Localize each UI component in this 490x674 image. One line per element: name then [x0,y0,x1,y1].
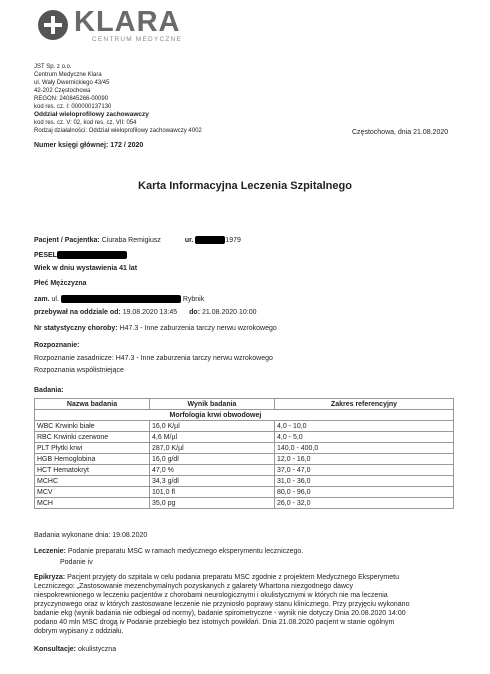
medical-cross-icon [38,10,68,40]
epicrisis-line: podano 40 mln MSC drogą iv Podanie przebiegło bez istotnych powikłań. Dnia 21.08.2020 pacjent w stanie ogólnym [34,619,395,626]
header-line: ul. Wały Dwernickiego 43/45 [34,80,110,86]
section-title: Morfologia krwi obwodowej [150,410,454,421]
epicrisis-line: Leczniczego: „Zastosowanie mezenchymalnych pozyskanych z galarety Whartona niezgodnego dawcy [34,583,354,590]
epicrisis-line: niespokrewnionego w leczeniu pacjentów z chorobami neurologicznymi i okulistycznymi w których nie ma leczenia [34,592,388,599]
test-name-cell: MCV [35,487,150,498]
stat-row [34,325,277,332]
test-name-cell: MCH [35,498,150,509]
test-result-cell: 287,0 K/µl [150,443,275,454]
pesel-row [34,251,127,259]
logo-name: KLARA [74,6,181,38]
test-result-cell: 16,0 K/µl [150,421,275,432]
diagnosis-label: Rozpoznanie: [34,342,80,349]
epicrisis [34,573,459,636]
stay-to: 21.08.2020 10:00 [201,309,257,316]
book-number: Numer księgi głównej: 172 / 2020 [34,142,144,149]
tests-body [35,421,454,509]
table-row [35,432,454,443]
address-city: Rybnik [182,295,205,303]
place-date: Częstochowa, dnia 21.08.2020 [352,129,449,136]
test-name-cell: MCHC [35,476,150,487]
test-name-cell: HCT Hematokryt [35,465,150,476]
address-label: zam. [34,295,50,303]
test-name-cell: WBC Krwinki białe [35,421,150,432]
tests-table [34,398,454,509]
test-result-cell: 4,6 M/µl [150,432,275,443]
epicrisis-label: Epikryza: [34,574,66,581]
test-range-cell: 31,0 - 36,0 [275,476,454,487]
stat-label: Nr statystyczny choroby: [34,325,118,332]
redaction-bar [195,236,225,244]
table-row [35,465,454,476]
diagnosis-main: Rozpoznanie zasadnicze: H47.3 - Inne zaburzenia tarczy nerwu wzrokowego [34,355,273,362]
test-range-cell: 4,0 - 5,0 [275,432,454,443]
table-row [35,454,454,465]
born-year: 1979 [225,236,241,244]
treatment-text-2: Podanie iv [60,559,93,566]
department-name: Oddział wieloprofilowy zachowawczy [34,111,149,118]
header-line: REGON: 240845266-00090 [34,96,109,102]
column-header: Zakres referencyjny [275,399,454,410]
header-line: JST Sp. z o.o. [34,64,72,70]
epicrisis-line: dobrym wypisany z oddziału. [34,628,124,635]
stay-from-label: przebywał na oddziale od: [34,309,121,316]
logo-subtitle: CENTRUM MEDYCZNE [92,36,182,43]
test-range-cell: 80,0 - 96,0 [275,487,454,498]
tests-date: Badania wykonane dnia: 19.08.2020 [34,532,148,539]
born-label: ur. [184,236,194,244]
table-row [35,487,454,498]
diagnosis-coexisting: Rozpoznania współistniejące [34,367,124,374]
consultation-row [34,646,116,653]
document-title: Karta Informacyjna Leczenia Szpitalnego [138,180,352,192]
redaction-bar [57,251,127,259]
test-result-cell: 47,0 % [150,465,275,476]
stay-to-label: do: [189,309,201,316]
table-section-row [35,410,454,421]
consultation-text: okulistyczna [77,646,117,653]
epicrisis-line: badanie ekg (wynik badania nie odbiegał od normy), badanie spirometryczne - wynik nie dotyczy Dnia 20.08.2020 14:00 [34,610,406,617]
column-header: Wynik badania [150,399,275,410]
pesel-label: PESEL [34,251,57,259]
codes-line: kod res. cz. V: 02, kod res. cz. VII: 054 [34,120,137,126]
table-header-row [35,399,454,410]
patient-name: Ciuraba Remigiusz [101,236,161,244]
address-prefix: ul. [51,295,59,303]
header-line: 42-202 Częstochowa [34,88,91,94]
test-name-cell: PLT Płytki krwi [35,443,150,454]
patient-row [34,236,241,244]
activity-line: Rodzaj działalności: Oddział wieloprofilowy zachowawczy 4002 [34,128,202,134]
patient-label: Pacjent / Pacjentka: [34,236,100,244]
treatment-label: Leczenie: [34,548,66,555]
test-range-cell: 140,0 - 400,0 [275,443,454,454]
header-line: kod res. cz. I: 000000137130 [34,104,112,110]
consultation-label: Konsultacje: [34,646,77,653]
clinic-logo [38,8,188,48]
age-line: Wiek w dniu wystawienia 41 lat [34,265,138,272]
test-result-cell: 35,0 pg [150,498,275,509]
table-row [35,421,454,432]
stat-value: H47.3 - Inne zaburzenia tarczy nerwu wzrokowego [119,325,277,332]
test-range-cell: 37,0 - 47,0 [275,465,454,476]
table-row [35,498,454,509]
redaction-bar [61,295,181,303]
epicrisis-line: przyczynowego oraz w których zastosowane leczenie nie przyniosło poprawy stanu klinicznego. Przy przyjęciu wykonano [34,601,410,608]
stay-row [34,309,256,316]
epicrisis-line: Pacjent przyjęty do szpitala w celu podania preparatu MSC zgodnie z projektem Medycznego Eksperymetu [67,574,399,581]
test-range-cell: 4,0 - 10,0 [275,421,454,432]
test-name-cell: RBC Krwinki czerwone [35,432,150,443]
table-row [35,476,454,487]
header-line: Centrum Medyczne Klara [34,72,102,78]
test-result-cell: 101,0 fl [150,487,275,498]
treatment-row [34,548,303,555]
stay-from: 19.08.2020 13:45 [122,309,178,316]
test-range-cell: 26,0 - 32,0 [275,498,454,509]
test-name-cell: HGB Hemoglobina [35,454,150,465]
test-result-cell: 16,0 g/dl [150,454,275,465]
sex-line: Płeć Mężczyzna [34,280,87,287]
address-row [34,295,204,303]
treatment-text: Podanie preparatu MSC w ramach medycznego eksperymentu leczniczego. [67,548,304,555]
table-row [35,443,454,454]
test-range-cell: 12,0 - 16,0 [275,454,454,465]
tests-label: Badania: [34,387,64,394]
test-result-cell: 34,3 g/dl [150,476,275,487]
column-header: Nazwa badania [35,399,150,410]
